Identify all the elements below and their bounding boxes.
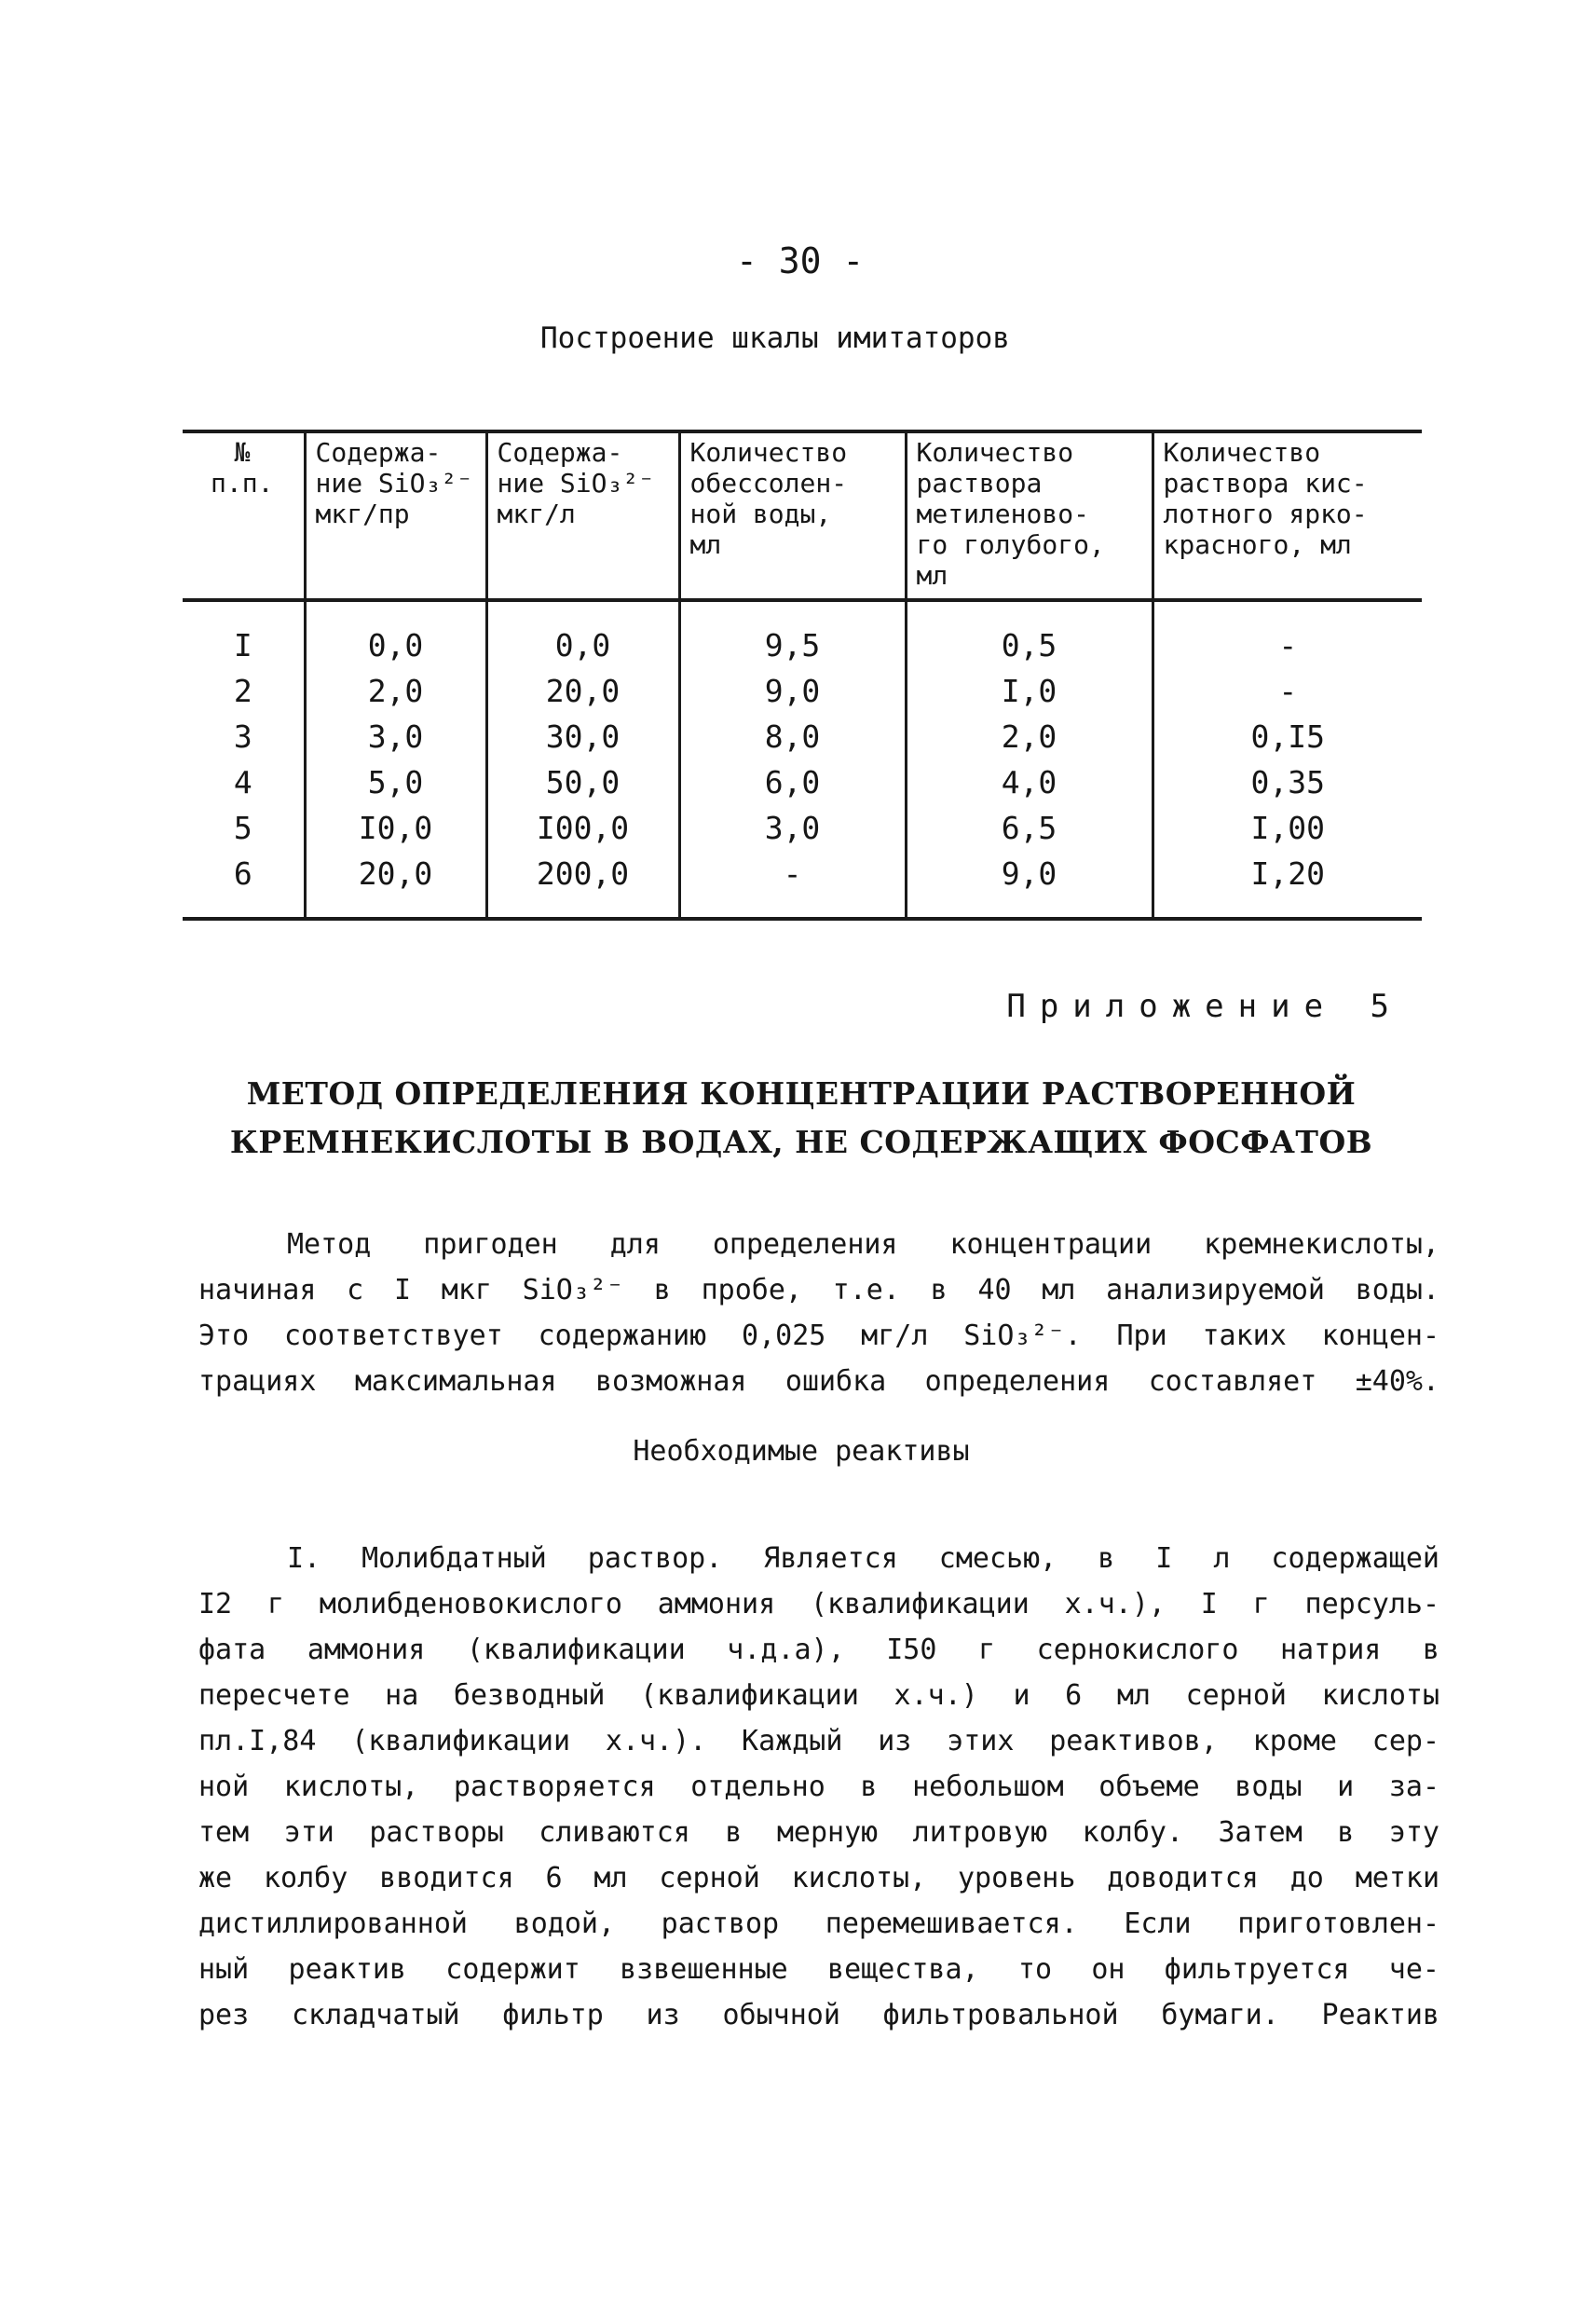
- header-row-number: № п.п.: [183, 431, 305, 600]
- cell-acid-bright-red: 0,I5: [1250, 718, 1325, 755]
- paragraph-line: I. Молибдатный раствор. Является смесью, в I л содержащей: [287, 1542, 1439, 1575]
- cell-desalted-water: 3,0: [679, 805, 906, 851]
- paragraph-line: рез складчатый фильтр из обычной фильтровальной бумаги. Реактив: [198, 1999, 1439, 2031]
- paragraph-line: Это соответствует содержанию 0,025 мг/л SiO₃²⁻. При таких концен-: [198, 1320, 1439, 1352]
- cell-methylene-blue: 4,0: [906, 759, 1153, 805]
- cell-content-per-liter: 0,0: [486, 600, 679, 668]
- paragraph-line: I2 г молибденовокислого аммония (квалификации х.ч.), I г персуль-: [198, 1588, 1439, 1620]
- cell-content-per-liter: 30,0: [486, 714, 679, 759]
- cell-content-per-sample: 20,0: [305, 851, 486, 919]
- cell-row-number: 5: [183, 805, 305, 851]
- table-row: [183, 851, 1422, 919]
- table-row: [183, 714, 1422, 759]
- paragraph-line: пл.I,84 (квалификации х.ч.). Каждый из этих реактивов, кроме сер-: [198, 1725, 1439, 1757]
- method-title: [186, 1070, 1416, 1167]
- cell-desalted-water: 8,0: [679, 714, 906, 759]
- table-row: [183, 668, 1422, 714]
- cell-methylene-blue: I,0: [906, 668, 1153, 714]
- cell-methylene-blue: 2,0: [906, 714, 1153, 759]
- cell-acid-bright-red: -: [1278, 673, 1298, 709]
- section-heading: Необходимые реактивы: [633, 1435, 970, 1468]
- paragraph-line: тем эти растворы сливаются в мерную литровую колбу. Затем в эту: [198, 1816, 1439, 1849]
- cell-content-per-liter: I00,0: [486, 805, 679, 851]
- cell-methylene-blue: 0,5: [906, 600, 1153, 668]
- header-acid-bright-red: Количество раствора кис- лотного ярко- красного, мл: [1163, 437, 1368, 560]
- paragraph-line: трациях максимальная возможная ошибка определения составляет ±40%.: [198, 1365, 1439, 1398]
- header-methylene-blue: Количество раствора метиленово- го голубого, мл: [906, 431, 1153, 600]
- paragraph-line: начиная с I мкг SiO₃²⁻ в пробе, т.е. в 40 мл анализируемой воды.: [198, 1274, 1439, 1306]
- cell-content-per-sample: 3,0: [305, 714, 486, 759]
- paragraph-line: фата аммония (квалификации ч.д.а), I50 г сернокислого натрия в: [198, 1634, 1439, 1666]
- page-number: - 30 -: [736, 240, 865, 281]
- cell-row-number: 4: [183, 759, 305, 805]
- cell-content-per-liter: 50,0: [486, 759, 679, 805]
- intro-paragraph: [198, 1222, 1439, 1404]
- cell-desalted-water: -: [679, 851, 906, 919]
- header-desalted-water: Количество обессолен- ной воды, мл: [679, 431, 906, 600]
- cell-content-per-sample: 5,0: [305, 759, 486, 805]
- paragraph-line: же колбу вводится 6 мл серной кислоты, уровень доводится до метки: [198, 1862, 1439, 1894]
- paragraph-line: ной кислоты, растворяется отдельно в небольшом объеме воды и за-: [198, 1771, 1439, 1803]
- method-title-line: МЕТОД ОПРЕДЕЛЕНИЯ КОНЦЕНТРАЦИИ РАСТВОРЕННОЙ: [246, 1075, 1357, 1112]
- method-title-line: КРЕМНЕКИСЛОТЫ В ВОДАХ, НЕ СОДЕРЖАЩИХ ФОСФАТОВ: [229, 1124, 1373, 1160]
- cell-acid-bright-red: I,20: [1250, 855, 1325, 892]
- table-row: [183, 805, 1422, 851]
- cell-row-number: 2: [183, 668, 305, 714]
- header-content-per-liter: Содержа- ние SiO₃²⁻ мкг/л: [486, 431, 679, 600]
- table-row: [183, 759, 1422, 805]
- cell-methylene-blue: 6,5: [906, 805, 1153, 851]
- paragraph-line: Метод пригоден для определения концентрации кремнекислоты,: [287, 1228, 1439, 1261]
- cell-row-number: 6: [183, 851, 305, 919]
- table-row: [183, 600, 1422, 668]
- table-title: Построение шкалы имитаторов: [540, 321, 1010, 355]
- cell-content-per-sample: 2,0: [305, 668, 486, 714]
- cell-desalted-water: 6,0: [679, 759, 906, 805]
- cell-methylene-blue: 9,0: [906, 851, 1153, 919]
- cell-desalted-water: 9,5: [679, 600, 906, 668]
- cell-content-per-liter: 20,0: [486, 668, 679, 714]
- paragraph-line: ный реактив содержит взвешенные вещества, то он фильтруется че-: [198, 1953, 1439, 1986]
- cell-content-per-liter: 200,0: [486, 851, 679, 919]
- appendix-label: Приложение 5: [1006, 988, 1403, 1025]
- cell-acid-bright-red: -: [1278, 627, 1298, 663]
- header-content-per-sample: Содержа- ние SiO₃²⁻ мкг/пр: [305, 431, 486, 600]
- simulator-scale-table: [183, 430, 1422, 921]
- paragraph-line: дистиллированной водой, раствор перемешивается. Если приготовлен-: [198, 1908, 1439, 1940]
- cell-acid-bright-red: 0,35: [1250, 764, 1325, 800]
- cell-acid-bright-red: I,00: [1250, 810, 1325, 846]
- cell-content-per-sample: 0,0: [305, 600, 486, 668]
- cell-desalted-water: 9,0: [679, 668, 906, 714]
- table-header-row: [183, 431, 1422, 600]
- cell-content-per-sample: I0,0: [305, 805, 486, 851]
- cell-row-number: 3: [183, 714, 305, 759]
- cell-row-number: I: [183, 600, 305, 668]
- paragraph-line: пересчете на безводный (квалификации х.ч.) и 6 мл серной кислоты: [198, 1679, 1439, 1712]
- reagent-paragraph: [198, 1536, 1439, 2038]
